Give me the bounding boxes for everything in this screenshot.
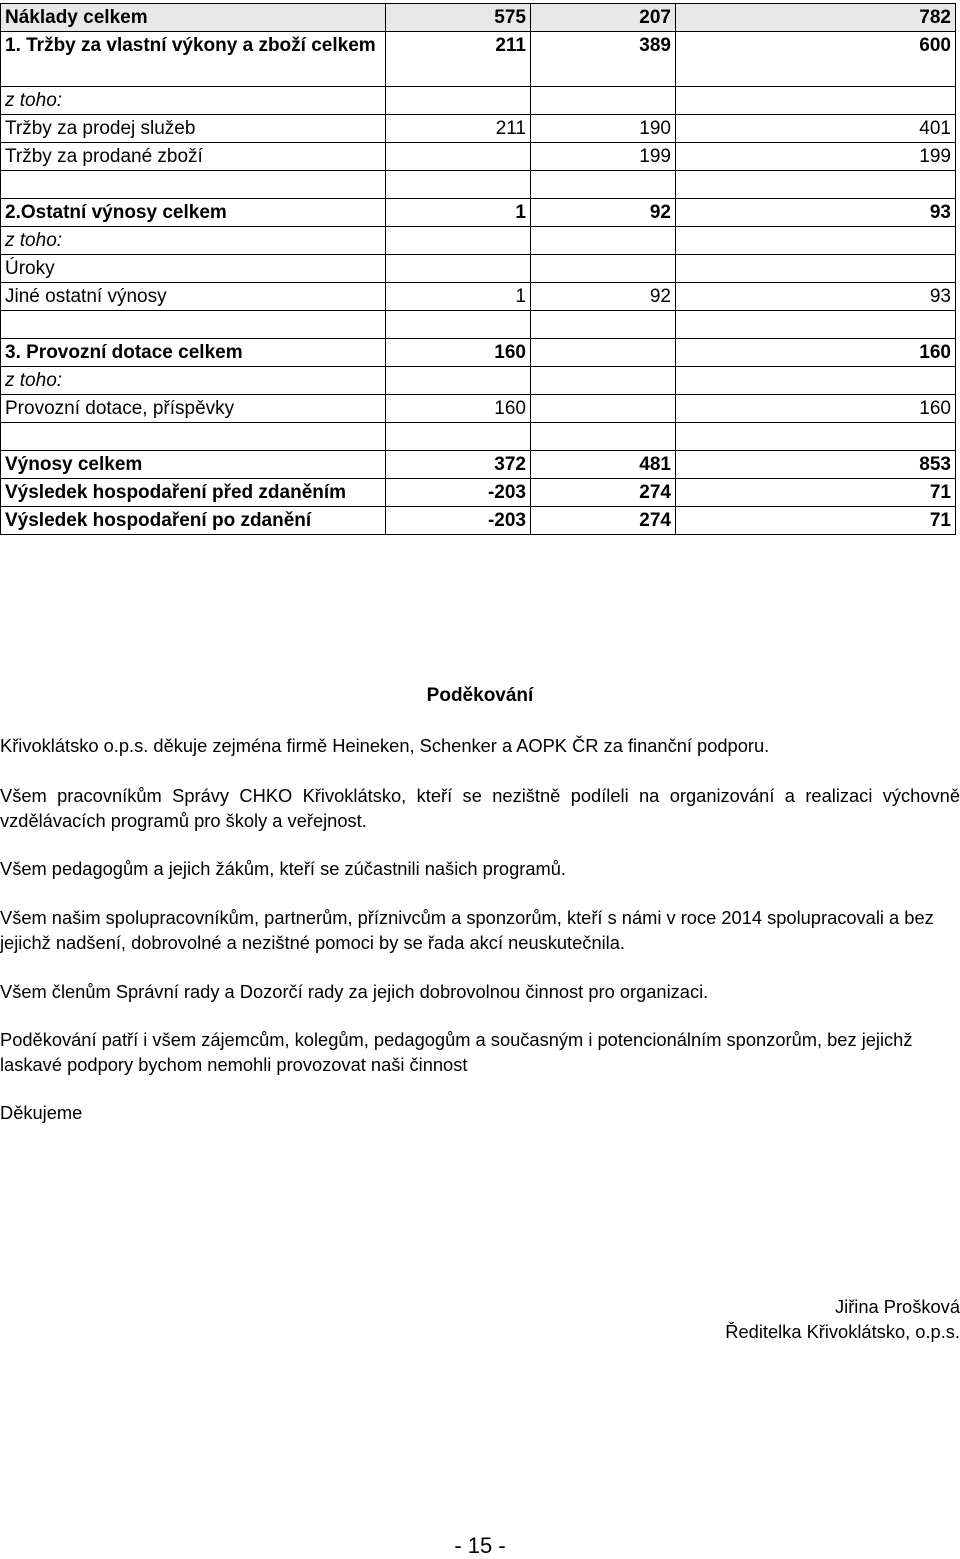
value-col-3: 93	[676, 283, 956, 311]
value-col-1	[386, 143, 531, 171]
value-col-2: 199	[531, 143, 676, 171]
table-row	[1, 451, 956, 479]
value-col-1	[386, 311, 531, 339]
value-col-1: 211	[386, 32, 531, 87]
table-row	[1, 171, 956, 199]
value-col-3	[676, 87, 956, 115]
value-col-2	[531, 311, 676, 339]
value-col-1	[386, 423, 531, 451]
row-label: z toho:	[1, 227, 386, 255]
value-col-3: 199	[676, 143, 956, 171]
value-col-1: -203	[386, 479, 531, 507]
table-row	[1, 507, 956, 535]
value-col-1	[386, 367, 531, 395]
thanks-paragraph-partners: Všem našim spolupracovníkům, partnerům, příznivcům a sponzorům, kteří s námi v roce 2014 spolupracovali a bez jejichž nadšení, dobrovolné a nezištné pomoci by se řada akcí neuskutečnila.	[0, 907, 934, 953]
value-col-2	[531, 367, 676, 395]
value-col-1: -203	[386, 507, 531, 535]
table-row	[1, 423, 956, 451]
table-row	[1, 311, 956, 339]
table-row	[1, 339, 956, 367]
financial-table-body	[1, 4, 956, 535]
value-col-2	[531, 255, 676, 283]
value-col-1: 372	[386, 451, 531, 479]
value-col-3	[676, 171, 956, 199]
signature-role: Ředitelka Křivoklátsko, o.p.s.	[725, 1321, 960, 1342]
value-col-2: 274	[531, 507, 676, 535]
value-col-2	[531, 395, 676, 423]
value-col-2: 92	[531, 199, 676, 227]
row-label: Provozní dotace, příspěvky	[1, 395, 386, 423]
row-label: 3. Provozní dotace celkem	[1, 339, 386, 367]
value-col-2: 92	[531, 283, 676, 311]
table-row	[1, 115, 956, 143]
thanks-closing: Děkujeme	[0, 1102, 83, 1123]
value-col-2: 207	[531, 4, 676, 32]
value-col-2	[531, 171, 676, 199]
value-col-2: 274	[531, 479, 676, 507]
row-label: 1. Tržby za vlastní výkony a zboží celkem	[1, 32, 386, 87]
thanks-paragraph-all: Poděkování patří i všem zájemcům, kolegům, pedagogům a současným i potencionálním sponzorům, bez jejichž laskavé podpory bychom nemohli provozovat naši činnost	[0, 1029, 913, 1075]
value-col-1: 575	[386, 4, 531, 32]
row-label: Náklady celkem	[1, 4, 386, 32]
value-col-1: 160	[386, 395, 531, 423]
value-col-3: 782	[676, 4, 956, 32]
value-col-2	[531, 87, 676, 115]
row-label: Úroky	[1, 255, 386, 283]
table-row	[1, 87, 956, 115]
row-label: Výsledek hospodaření po zdanění	[1, 507, 386, 535]
table-row	[1, 32, 956, 87]
value-col-3: 853	[676, 451, 956, 479]
value-col-1: 1	[386, 199, 531, 227]
thanks-paragraph-staff: Všem pracovníkům Správy CHKO Křivoklátsko, kteří se nezištně podíleli na organizování a realizaci výchovně vzdělávacích programů pro školy a veřejnost.	[0, 785, 960, 831]
value-col-3: 160	[676, 395, 956, 423]
value-col-1: 160	[386, 339, 531, 367]
value-col-2: 190	[531, 115, 676, 143]
row-label: Jiné ostatní výnosy	[1, 283, 386, 311]
page-number: - 15 -	[454, 1533, 506, 1558]
value-col-1: 211	[386, 115, 531, 143]
table-row	[1, 227, 956, 255]
table-row	[1, 255, 956, 283]
value-col-2: 481	[531, 451, 676, 479]
table-row	[1, 283, 956, 311]
value-col-3	[676, 255, 956, 283]
value-col-2: 389	[531, 32, 676, 87]
table-row	[1, 395, 956, 423]
table-row	[1, 143, 956, 171]
financial-table	[0, 3, 956, 535]
value-col-2	[531, 423, 676, 451]
row-label: Výnosy celkem	[1, 451, 386, 479]
thanks-heading: Poděkování	[426, 685, 534, 706]
value-col-3: 401	[676, 115, 956, 143]
table-row	[1, 367, 956, 395]
row-label: 2.Ostatní výnosy celkem	[1, 199, 386, 227]
thanks-paragraph-board: Všem členům Správní rady a Dozorčí rady za jejich dobrovolnou činnost pro organizaci.	[0, 981, 709, 1002]
row-label: Výsledek hospodaření před zdaněním	[1, 479, 386, 507]
value-col-3: 160	[676, 339, 956, 367]
value-col-1	[386, 87, 531, 115]
value-col-3: 71	[676, 479, 956, 507]
thanks-paragraph-sponsors: Křivoklátsko o.p.s. děkuje zejména firmě Heineken, Schenker a AOPK ČR za finanční podporu.	[0, 735, 770, 756]
table-row	[1, 199, 956, 227]
row-label: Tržby za prodej služeb	[1, 115, 386, 143]
row-label	[1, 311, 386, 339]
row-label	[1, 171, 386, 199]
row-label	[1, 423, 386, 451]
thanks-paragraph-teachers: Všem pedagogům a jejich žákům, kteří se zúčastnili našich programů.	[0, 858, 566, 879]
value-col-3	[676, 227, 956, 255]
value-col-1: 1	[386, 283, 531, 311]
signature-name: Jiřina Prošková	[835, 1296, 960, 1317]
value-col-3	[676, 423, 956, 451]
value-col-2	[531, 227, 676, 255]
row-label: z toho:	[1, 87, 386, 115]
value-col-3	[676, 311, 956, 339]
value-col-1	[386, 227, 531, 255]
value-col-2	[531, 339, 676, 367]
table-row	[1, 479, 956, 507]
value-col-3: 71	[676, 507, 956, 535]
value-col-1	[386, 171, 531, 199]
value-col-3	[676, 367, 956, 395]
value-col-3: 600	[676, 32, 956, 87]
value-col-3: 93	[676, 199, 956, 227]
value-col-1	[386, 255, 531, 283]
table-row	[1, 4, 956, 32]
row-label: z toho:	[1, 367, 386, 395]
row-label: Tržby za prodané zboží	[1, 143, 386, 171]
